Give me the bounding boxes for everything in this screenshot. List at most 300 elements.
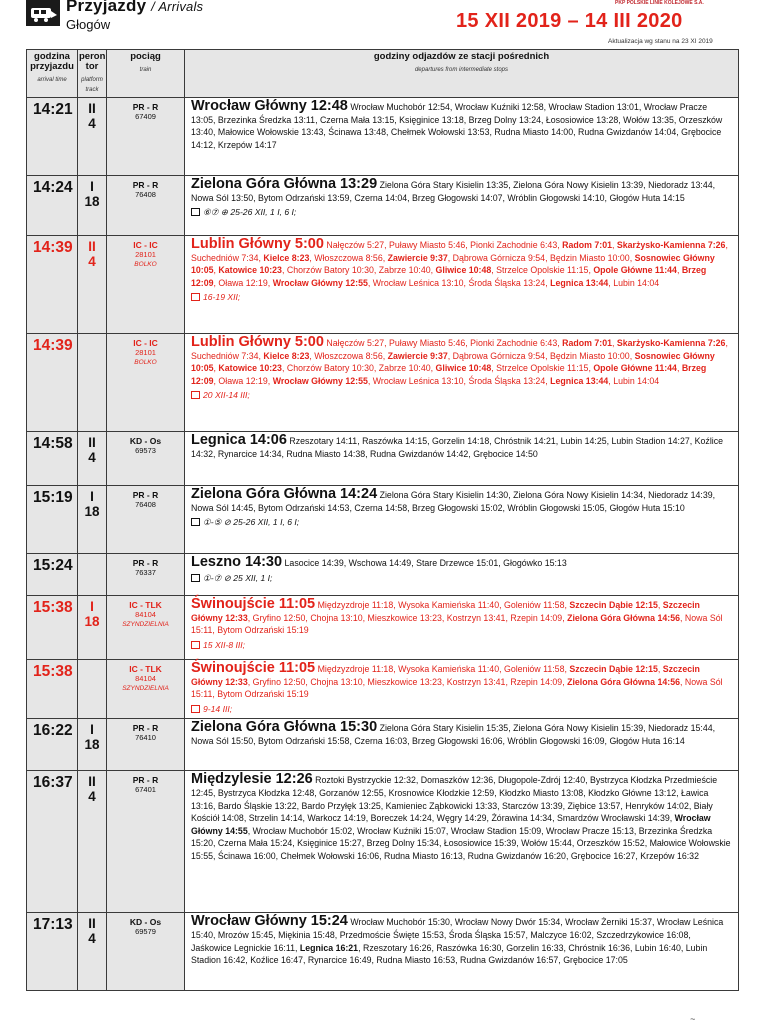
time-value: 14:39 bbox=[33, 337, 73, 354]
stop-item: Brzezinka Średzka 15:20 bbox=[191, 825, 713, 849]
table-row bbox=[27, 771, 739, 913]
origin-station: Zielona Góra Główna 14:24 bbox=[191, 486, 378, 502]
stop-item: Opole Główne 11:44 bbox=[593, 265, 677, 276]
stop-item: Chróstnik 14:21 bbox=[494, 436, 556, 446]
route-stops bbox=[185, 771, 739, 913]
intermediate-stops: Międzyzdroje 11:18, Wysoka Kamieńska 11:40, Goleniów 11:58, Szczecin Dąbie 12:15, Szczecin Główny 12:33, Gryfino 12:50, Chojna 13:10, Mieszkowice 13:23, Kostrzyn 13:41, Rzepin 14:09, Zielona Góra Główna 14:56, Nowa Sól 15:11, Bytom Odrzański 15:19 bbox=[191, 664, 723, 700]
stop-item: Mieszkowice 13:23 bbox=[367, 676, 442, 687]
stop-item: Strzelin 14:14 bbox=[248, 813, 303, 824]
stop-item: Rudna Gwizdanów 14:42 bbox=[370, 448, 469, 459]
intermediate-stops: Wrocław Muchobór 15:30, Wrocław Nowy Dwór 15:34, Wrocław Żerniki 15:37, Wrocław Leśnica 15:40, Mrozów 15:45, Miękinia 15:48, Przedmoście Święte 15:53, Środa Śląska 15:57, Malczyce 16:02, Szczedrzykowice 16:08, Jaśkowice Legnickie 16:11, Legnica 16:21, Rzeszotary 16:26, Raszówka 16:30, Gorzelin 16:33, Chróstnik 16:36, Lubin 16:40, Lubin Stadion 16:42, Koźlice 16:47, Rynarcice 16:49, Rudna Miasto 16:53, Rudna Gwizdanów 16:57, Grębocice 17:05 bbox=[191, 917, 724, 966]
train-number: 28101 bbox=[135, 250, 156, 259]
platform-track bbox=[78, 236, 107, 334]
stop-item: Zielona Góra Stary Kisielin 13:35 bbox=[379, 180, 509, 190]
days-text: 16-19 XII; bbox=[203, 292, 241, 303]
stop-item: Wrocław Kuźniki 12:58 bbox=[454, 102, 544, 112]
stop-item: Wysoka Kamieńska 11:40 bbox=[398, 600, 500, 610]
stop-item: Rudna Gwizdanów 14:04 bbox=[577, 127, 677, 138]
stop-item: Chełmek Wołowski 16:06 bbox=[280, 850, 380, 861]
stop-item: Chojna 13:10 bbox=[310, 612, 363, 623]
stop-item: Goleniów 11:58 bbox=[503, 664, 565, 674]
stop-item: Rzeszotary 16:26 bbox=[362, 942, 432, 953]
stop-item: Ścinawa 13:48 bbox=[328, 127, 386, 138]
stop-item: Chojna 13:10 bbox=[310, 676, 363, 687]
stop-item: Chorzów Batory 10:30 bbox=[286, 265, 374, 276]
stop-item: Roztoki Bystrzyckie 12:32 bbox=[315, 775, 416, 786]
train-number: 76408 bbox=[135, 190, 156, 199]
stop-item: Orzeszków 13:40 bbox=[191, 114, 723, 138]
stop-item: Łososiowice 13:28 bbox=[545, 114, 619, 125]
stop-item: Wrocław Pracze 13:05 bbox=[191, 102, 708, 125]
stop-item: Niedoradz 13:44 bbox=[648, 180, 713, 190]
stop-item: Grębocice 16:27 bbox=[570, 850, 636, 861]
track-value: 4 bbox=[88, 254, 96, 269]
stop-item: Skarżysko-Kamienna 7:26 bbox=[616, 240, 726, 250]
stop-item: Wrocław Kuźniki 15:07 bbox=[357, 825, 446, 836]
stop-item: Głogów Huta 14:15 bbox=[609, 192, 685, 203]
stop-item: Kłodzko Miasto 13:08 bbox=[499, 787, 584, 798]
time-value: 15:38 bbox=[33, 663, 73, 680]
track-value: 18 bbox=[84, 614, 100, 629]
carrier-category: PR - R bbox=[132, 490, 159, 500]
time-value: 14:39 bbox=[33, 239, 73, 256]
platform-value: I bbox=[90, 179, 94, 194]
platform-track bbox=[78, 486, 107, 554]
stop-item: Zielona Góra Główna 14:56 bbox=[567, 676, 681, 687]
stop-item: Lubin 16:40 bbox=[634, 942, 681, 953]
stop-item: Gorzanów 12:55 bbox=[319, 787, 384, 798]
stop-item: Chróstnik 16:36 bbox=[568, 942, 630, 953]
stop-item: Bytom Odrzański 15:58 bbox=[258, 735, 350, 746]
stop-item: Ścinawa 16:00 bbox=[217, 850, 276, 861]
train-info bbox=[107, 596, 185, 660]
stop-item: Rudna Gwizdanów 16:57 bbox=[460, 955, 559, 966]
platform-track bbox=[78, 719, 107, 771]
stop-item: Środa Śląska 13:24 bbox=[468, 277, 546, 288]
stop-item: Rudna Gwizdanów 16:20 bbox=[467, 850, 566, 861]
train-info bbox=[107, 719, 185, 771]
stop-item: Brzeg Głogowski 15:02 bbox=[412, 502, 503, 513]
origin-station: Międzylesie 12:26 bbox=[191, 771, 313, 788]
origin-station: Wrocław Główny 15:24 bbox=[191, 913, 348, 930]
stop-item: Jaśkowice Legnickie 16:11 bbox=[191, 942, 295, 953]
stop-item: Lasocice 14:39 bbox=[284, 558, 344, 568]
calendar-icon bbox=[191, 391, 200, 399]
origin-station: Zielona Góra Główna 15:30 bbox=[191, 719, 378, 736]
time-value: 15:19 bbox=[33, 489, 73, 506]
carrier-category: PR - R bbox=[132, 775, 159, 786]
stop-item: Skarżysko-Kamienna 7:26 bbox=[616, 338, 726, 348]
route-stops bbox=[185, 432, 739, 486]
stop-item: Sosnowiec Główny 10:05 bbox=[191, 252, 715, 276]
stop-item: Raszówka 14:15 bbox=[362, 436, 428, 446]
carrier-category: PR - R bbox=[132, 558, 159, 568]
stop-item: Małowice Wołowskie 13:43 bbox=[217, 127, 324, 138]
origin-station: Lublin Główny 5:00 bbox=[191, 334, 324, 350]
stop-item: Brzeg Głogowski 14:07 bbox=[412, 192, 503, 203]
stop-item: Oława 12:19 bbox=[218, 277, 268, 288]
stop-item: Szczecin Dąbie 12:15 bbox=[569, 600, 658, 610]
stop-item: Smardzów Wrocławski 14:39 bbox=[556, 813, 670, 824]
track-value: 18 bbox=[84, 737, 100, 753]
carrier-category: IC - IC bbox=[133, 338, 158, 348]
stop-item: Bardo Przyłęk 13:25 bbox=[301, 800, 381, 811]
platform-track bbox=[78, 913, 107, 991]
table-row bbox=[27, 486, 739, 554]
stop-item: Brzezinka Średzka 13:11 bbox=[217, 114, 316, 125]
intermediate-stops: Wrocław Muchobór 12:54, Wrocław Kuźniki 12:58, Wrocław Stadion 13:01, Wrocław Pracze 13:05, Brzezinka Średzka 13:11, Czerna Mała 13:15, Księginice 13:18, Brzeg Dolny 13:24, Łososiowice 13:28, Wołów 13:35, Orzeszków 13:40, Małowice Wołowskie 13:43, Ścinawa 13:48, Chełmek Wołowski 13:53, Rudna Miasto 14:00, Rudna Gwizdanów 14:04, Grębocice 14:12, Krzepów 14:17 bbox=[191, 102, 723, 150]
carrier-category: PR - R bbox=[132, 723, 159, 734]
origin-station: Świnoujście 11:05 bbox=[191, 596, 316, 612]
train-name: SZYNDZIELNIA bbox=[122, 685, 169, 692]
col-time: godzina przyjazdu arrival time bbox=[27, 50, 78, 98]
stop-item: Wróblin Głogowski 14:10 bbox=[507, 192, 605, 203]
platform-value: II bbox=[88, 239, 96, 254]
train-number: 69579 bbox=[135, 927, 156, 937]
train-info bbox=[107, 771, 185, 913]
time-value: 15:24 bbox=[33, 557, 73, 574]
stop-item: Sosnowiec Główny 10:05 bbox=[191, 350, 715, 374]
track-value: 18 bbox=[84, 504, 100, 519]
stop-item: Kostrzyn 13:41 bbox=[446, 612, 506, 623]
train-number: 76337 bbox=[135, 568, 156, 577]
train-info bbox=[107, 432, 185, 486]
stop-item: Pionki Zachodnie 6:43 bbox=[470, 240, 558, 250]
stop-item: Długopole-Zdrój 12:40 bbox=[498, 775, 586, 786]
route-stops bbox=[185, 660, 739, 719]
stop-item: Wrocław Główny 12:55 bbox=[272, 277, 368, 288]
stop-item: Łososiowice 15:39 bbox=[443, 838, 517, 849]
stop-item: Dąbrowa Górnicza 9:54 bbox=[452, 252, 546, 263]
carrier-category: KD - Os bbox=[129, 436, 162, 446]
stop-item: Zielona Góra Główna 14:56 bbox=[567, 612, 681, 623]
stop-item: Chełmek Wołowski 13:53 bbox=[390, 127, 490, 138]
time-value: 16:37 bbox=[33, 774, 73, 792]
stop-item: Radom 7:01 bbox=[562, 338, 612, 348]
timetable bbox=[26, 49, 739, 991]
stop-item: Zawiercie 9:37 bbox=[387, 252, 448, 263]
train-name: BOLKO bbox=[134, 261, 157, 268]
validity-dates: 15 XII 2019 – 14 III 2020 bbox=[456, 10, 683, 32]
track-value: 4 bbox=[88, 789, 96, 805]
stop-item: Wrocław Żerniki 15:37 bbox=[565, 917, 653, 928]
intermediate-stops: Zielona Góra Stary Kisielin 15:35, Zielona Góra Nowy Kisielin 15:39, Niedoradz 15:44, Nowa Sól 15:50, Bytom Odrzański 15:58, Czerna 16:03, Brzeg Głogowski 16:06, Wróblin Głogowski 16:09, Głogów Huta 16:14 bbox=[191, 723, 716, 746]
platform-value: II bbox=[88, 916, 96, 932]
stop-item: Boreczek 14:24 bbox=[370, 813, 432, 824]
train-info bbox=[107, 236, 185, 334]
intermediate-stops: Rzeszotary 14:11, Raszówka 14:15, Gorzelin 14:18, Chróstnik 14:21, Lubin 14:25, Lubin Stadion 14:27, Koźlice 14:32, Rynarcice 14:34, Rudna Miasto 14:38, Rudna Gwizdanów 14:42, Grębocice 14:50 bbox=[191, 436, 724, 459]
route-stops bbox=[185, 719, 739, 771]
days-note bbox=[191, 639, 732, 652]
col-train: pociąg train bbox=[107, 50, 185, 98]
platform-track bbox=[78, 176, 107, 236]
route-stops bbox=[185, 913, 739, 991]
days-text: 15 XII-8 III; bbox=[203, 639, 246, 650]
days-note bbox=[191, 389, 732, 402]
platform-track bbox=[78, 432, 107, 486]
platform-track bbox=[78, 98, 107, 176]
stop-item: Zielona Góra Nowy Kisielin 13:39 bbox=[513, 180, 644, 190]
train-info bbox=[107, 176, 185, 236]
stop-item: Czerna 16:03 bbox=[354, 735, 408, 746]
days-note bbox=[191, 572, 732, 585]
stop-item: Goleniów 11:58 bbox=[503, 600, 565, 610]
stop-item: Domaszków 12:36 bbox=[420, 775, 494, 786]
train-info bbox=[107, 660, 185, 719]
stop-item: Kielce 8:23 bbox=[263, 252, 310, 263]
train-number: 67401 bbox=[135, 785, 156, 795]
calendar-icon bbox=[191, 705, 200, 713]
track-value: 4 bbox=[88, 116, 96, 131]
origin-station: Leszno 14:30 bbox=[191, 554, 283, 570]
table-row bbox=[27, 98, 739, 176]
stop-item: Ziębice 13:57 bbox=[567, 800, 621, 811]
arrival-time bbox=[27, 432, 78, 486]
stop-item: Nałęczów 5:27 bbox=[326, 240, 385, 250]
stop-item: Puławy Miasto 5:46 bbox=[388, 338, 466, 348]
days-note bbox=[191, 291, 732, 304]
calendar-icon bbox=[191, 518, 200, 526]
signature: ~ bbox=[690, 1014, 696, 1024]
stop-item: Suchedniów 7:34 bbox=[191, 252, 259, 263]
stop-item: Zabrze 10:40 bbox=[378, 265, 431, 276]
stop-item: Strzelce Opolskie 11:15 bbox=[496, 265, 589, 276]
stop-item: Bardo Śląskie 13:22 bbox=[217, 800, 297, 811]
stop-item: Czerna Mała 13:15 bbox=[319, 114, 395, 125]
platform-track bbox=[78, 771, 107, 913]
stop-item: Czerna Mała 15:24 bbox=[217, 838, 293, 849]
intermediate-stops: Roztoki Bystrzyckie 12:32, Domaszków 12:36, Długopole-Zdrój 12:40, Bystrzyca Kłodzka Przedmieście 12:45, Bystrzyca Kłodzka 12:48, Gorzanów 12:55, Krosnowice Kłodzkie 12:59, Kłodzko Miasto 13:08, Kłodzko Główne 13:12, Ławica 13:16, Bardo Śląskie 13:22, Bardo Przyłęk 13:25, Kamieniec Ząbkowicki 13:33, Starczów 13:39, Ziębice 13:57, Henryków 14:02, Biały Kościół 14:08, Strzelin 14:14, Warkocz 14:19, Boreczek 14:24, Węgry 14:29, Żórawina 14:34, Smardzów Wrocławski 14:39, Wrocław Główny 14:55, Wrocław Muchobór 15:02, Wrocław Kuźniki 15:07, Wrocław Stadion 15:09, Wrocław Pracze 15:13, Brzezinka Średzka 15:20, Czerna Mała 15:24, Księginice 15:27, Brzeg Dolny 15:34, Łososiowice 15:39, Wołów 15:44, Orzeszków 15:52, Małowice Wołowskie 15:55, Ścinawa 16:00, Chełmek Wołowski 16:06, Rudna Miasto 16:13, Rudna Gwizdanów 16:20, Grębocice 16:27, Krzepów 16:32 bbox=[191, 775, 731, 861]
stop-item: Brzeg 12:09 bbox=[191, 265, 707, 288]
stop-item: Grębocice 14:12 bbox=[191, 127, 722, 150]
train-info bbox=[107, 334, 185, 432]
stop-item: Suchedniów 7:34 bbox=[191, 350, 259, 361]
stop-item: Warkocz 14:19 bbox=[307, 813, 366, 824]
route-stops bbox=[185, 486, 739, 554]
carrier-category: IC - TLK bbox=[129, 664, 162, 674]
stop-item: Wysoka Kamieńska 11:40 bbox=[398, 664, 500, 674]
stop-item: Legnica 13:44 bbox=[550, 277, 609, 288]
stop-item: Orzeszków 15:52 bbox=[576, 838, 645, 849]
stop-item: Wschowa 14:49 bbox=[348, 558, 412, 568]
arrival-time bbox=[27, 236, 78, 334]
stop-item: Katowice 10:23 bbox=[218, 363, 282, 374]
table-row bbox=[27, 596, 739, 660]
page-title: Przyjazdy / Arrivals bbox=[66, 0, 204, 15]
stop-item: Bystrzyca Kłodzka 12:48 bbox=[217, 787, 315, 798]
train-icon bbox=[26, 0, 60, 26]
stop-item: Wołów 15:44 bbox=[521, 838, 572, 849]
stop-item: Krzepów 16:32 bbox=[640, 850, 699, 861]
origin-station: Zielona Góra Główna 13:29 bbox=[191, 176, 378, 192]
stop-item: Niedoradz 14:39 bbox=[648, 490, 713, 500]
stop-item: Wrocław Nowy Dwór 15:34 bbox=[454, 917, 561, 928]
train-info bbox=[107, 913, 185, 991]
train-number: 69573 bbox=[135, 446, 156, 455]
stop-item: Bytom Odrzański 13:59 bbox=[258, 192, 350, 203]
time-value: 17:13 bbox=[33, 916, 73, 934]
days-text: 9-14 III; bbox=[203, 703, 233, 714]
stop-item: Nowa Sól 13:50 bbox=[191, 192, 254, 203]
train-number: 76410 bbox=[135, 733, 156, 743]
arrival-time bbox=[27, 660, 78, 719]
arrival-time bbox=[27, 771, 78, 913]
intermediate-stops: Zielona Góra Stary Kisielin 14:30, Zielona Góra Nowy Kisielin 14:34, Niedoradz 14:39, Nowa Sól 14:45, Bytom Odrzański 14:53, Czerna 14:58, Brzeg Głogowski 15:02, Wróblin Głogowski 15:05, Głogów Huta 15:10 bbox=[191, 490, 716, 513]
track-value: 18 bbox=[84, 194, 100, 209]
stop-item: Niedoradz 15:44 bbox=[648, 723, 713, 734]
stop-item: Raszówka 16:30 bbox=[436, 942, 502, 953]
stop-item: Kłodzko Główne 13:12 bbox=[588, 787, 677, 798]
stop-item: Legnica 13:44 bbox=[550, 375, 609, 386]
train-number: 67409 bbox=[135, 112, 156, 121]
stop-item: Koźlice 16:47 bbox=[250, 955, 304, 966]
stop-item: Brzeg Dolny 15:34 bbox=[366, 838, 439, 849]
time-value: 16:22 bbox=[33, 722, 73, 740]
stop-item: Rzeszotary 14:11 bbox=[289, 436, 358, 446]
stop-item: Wrocław Główny 14:55 bbox=[191, 813, 711, 836]
stop-item: Głogów Huta 16:14 bbox=[609, 735, 685, 746]
stop-item: Krosnowice Kłodzkie 12:59 bbox=[388, 787, 495, 798]
days-text: ⑥⑦ ⊕ 25-26 XII, 1 I, 6 I; bbox=[203, 207, 297, 218]
track-value: 4 bbox=[88, 450, 96, 465]
stop-item: Rudna Miasto 14:00 bbox=[494, 127, 574, 138]
stop-item: Starczów 13:39 bbox=[502, 800, 563, 811]
stop-item: Międzyzdroje 11:18 bbox=[317, 600, 394, 610]
stop-item: Strzelce Opolskie 11:15 bbox=[496, 363, 589, 374]
days-text: ①-⑤ ⊘ 25-26 XII, 1 I, 6 I; bbox=[203, 517, 300, 528]
stop-item: Gryfino 12:50 bbox=[252, 612, 306, 623]
stop-item: Wrocław Muchobór 15:30 bbox=[350, 917, 450, 928]
stop-item: Biały Kościół 14:08 bbox=[191, 800, 713, 824]
origin-station: Legnica 14:06 bbox=[191, 432, 287, 448]
stop-item: Malczyce 16:02 bbox=[530, 929, 592, 940]
stop-item: Wrocław Muchobór 15:02 bbox=[252, 825, 353, 836]
station-name: Głogów bbox=[66, 17, 111, 32]
stop-item: Lubin 14:04 bbox=[613, 277, 660, 288]
platform-track bbox=[78, 660, 107, 719]
platform-track bbox=[78, 334, 107, 432]
stop-item: Szczecin Dąbie 12:15 bbox=[569, 664, 658, 674]
origin-station: Lublin Główny 5:00 bbox=[191, 236, 324, 252]
platform-track bbox=[78, 554, 107, 596]
stop-item: Wróblin Głogowski 15:05 bbox=[507, 502, 605, 513]
stop-item: Stare Drzewce 15:01 bbox=[416, 558, 499, 568]
stop-item: Zabrze 10:40 bbox=[378, 363, 431, 374]
stop-item: Międzyzdroje 11:18 bbox=[317, 664, 394, 674]
arrival-time bbox=[27, 176, 78, 236]
stop-item: Lubin Stadion 16:42 bbox=[191, 942, 708, 966]
stop-item: Pionki Zachodnie 6:43 bbox=[470, 338, 558, 348]
col-route: godziny odjazdów ze stacji pośrednich departures from intermediate stops bbox=[185, 50, 739, 98]
intermediate-stops: Nałęczów 5:27, Puławy Miasto 5:46, Pionki Zachodnie 6:43, Radom 7:01, Skarżysko-Kamienna 7:26, Suchedniów 7:34, Kielce 8:23, Włoszczowa 8:56, Zawiercie 9:37, Dąbrowa Górnicza 9:54, Będzin Miasto 10:00, Sosnowiec Główny 10:05, Katowice 10:23, Chorzów Batory 10:30, Zabrze 10:40, Gliwice 10:48, Strzelce Opolskie 11:15, Opole Główne 11:44, Brzeg 12:09, Oława 12:19, Wrocław Główny 12:55, Wrocław Leśnica 13:10, Środa Śląska 13:24, Legnica 13:44, Lubin 14:04 bbox=[191, 240, 728, 288]
stop-item: Rudna Miasto 16:13 bbox=[384, 850, 463, 861]
header bbox=[0, 0, 768, 50]
stop-item: Gliwice 10:48 bbox=[435, 265, 492, 276]
time-value: 14:58 bbox=[33, 435, 73, 452]
train-number: 28101 bbox=[135, 348, 156, 357]
stop-item: Środa Śląska 13:24 bbox=[468, 375, 546, 386]
stop-item: Miękinia 15:48 bbox=[278, 929, 335, 940]
stop-item: Nowa Sól 15:11 bbox=[191, 612, 723, 636]
arrival-time bbox=[27, 554, 78, 596]
train-info bbox=[107, 554, 185, 596]
table-row bbox=[27, 719, 739, 771]
stop-item: Puławy Miasto 5:46 bbox=[388, 240, 466, 250]
stop-item: Księginice 15:27 bbox=[297, 838, 362, 849]
stop-item: Szczedrzykowice 16:08 bbox=[596, 929, 689, 940]
calendar-icon bbox=[191, 293, 200, 301]
platform-value: II bbox=[88, 435, 96, 450]
platform-track bbox=[78, 596, 107, 660]
stop-item: Włoszczowa 8:56 bbox=[314, 350, 383, 361]
arrival-time bbox=[27, 486, 78, 554]
stop-item: Mieszkowice 13:23 bbox=[367, 612, 442, 623]
platform-value: II bbox=[88, 101, 96, 116]
stop-item: Żórawina 14:34 bbox=[491, 813, 553, 824]
stop-item: Szczecin Główny 12:33 bbox=[191, 600, 700, 623]
stop-item: Lubin Stadion 14:27 bbox=[611, 436, 690, 446]
stop-item: Wrocław Leśnica 13:10 bbox=[372, 375, 464, 386]
arrival-time bbox=[27, 596, 78, 660]
stop-item: Brzeg Dolny 13:24 bbox=[468, 114, 541, 125]
stop-item: Głogów Huta 15:10 bbox=[609, 502, 685, 513]
stop-item: Środa Śląska 15:57 bbox=[448, 929, 526, 940]
stop-item: Rudna Miasto 14:38 bbox=[286, 448, 366, 459]
stop-item: Zielona Góra Stary Kisielin 14:30 bbox=[379, 490, 509, 500]
train-name: SZYNDZIELNIA bbox=[122, 621, 169, 628]
intermediate-stops: Zielona Góra Stary Kisielin 13:35, Zielona Góra Nowy Kisielin 13:39, Niedoradz 13:44, Nowa Sól 13:50, Bytom Odrzański 13:59, Czerna 14:04, Brzeg Głogowski 14:07, Wróblin Głogowski 14:10, Głogów Huta 14:15 bbox=[191, 180, 716, 203]
stop-item: Będzin Miasto 10:00 bbox=[549, 350, 630, 361]
train-name: BOLKO bbox=[134, 359, 157, 366]
route-stops bbox=[185, 554, 739, 596]
stop-item: Dąbrowa Górnicza 9:54 bbox=[452, 350, 546, 361]
stop-item: Mrozów 15:45 bbox=[217, 929, 274, 940]
update-note: Aktualizacja wg stanu na 23 XI 2019 bbox=[608, 38, 713, 45]
stop-item: Opole Główne 11:44 bbox=[593, 363, 677, 374]
stop-item: Gryfino 12:50 bbox=[252, 676, 306, 687]
stop-item: Brzeg Głogowski 16:06 bbox=[412, 735, 503, 746]
arrival-time bbox=[27, 913, 78, 991]
stop-item: Wołów 13:35 bbox=[623, 114, 674, 125]
days-note bbox=[191, 703, 732, 716]
stop-item: Nowa Sól 15:50 bbox=[191, 735, 254, 746]
carrier-category: PR - R bbox=[132, 102, 159, 112]
stop-item: Henryków 14:02 bbox=[625, 800, 689, 811]
pkp-logo: PKP POLSKIE LINIE KOLEJOWE S.A. bbox=[615, 0, 704, 6]
stop-item: Księginice 13:18 bbox=[399, 114, 464, 125]
stop-item: Włoszczowa 8:56 bbox=[314, 252, 383, 263]
carrier-category: PR - R bbox=[132, 180, 159, 190]
table-row bbox=[27, 554, 739, 596]
carrier-category: IC - TLK bbox=[129, 600, 162, 610]
stop-item: Czerna 14:04 bbox=[354, 192, 408, 203]
stop-item: Kielce 8:23 bbox=[263, 350, 310, 361]
stop-item: Przedmoście Święte 15:53 bbox=[339, 929, 444, 940]
calendar-icon bbox=[191, 641, 200, 649]
platform-value: II bbox=[88, 774, 96, 790]
days-note bbox=[191, 206, 732, 219]
train-number: 84104 bbox=[135, 610, 156, 619]
stop-item: Wrocław Stadion 15:09 bbox=[450, 825, 542, 836]
stop-item: Zawiercie 9:37 bbox=[387, 350, 448, 361]
stop-item: Grębocice 14:50 bbox=[473, 448, 538, 459]
arrival-time bbox=[27, 719, 78, 771]
days-text: ①-⑦ ⊘ 25 XII, 1 I; bbox=[203, 572, 273, 583]
origin-station: Świnoujście 11:05 bbox=[191, 660, 316, 676]
stop-item: Lubin 14:04 bbox=[613, 375, 660, 386]
platform-value: I bbox=[90, 599, 94, 614]
table-row bbox=[27, 660, 739, 719]
